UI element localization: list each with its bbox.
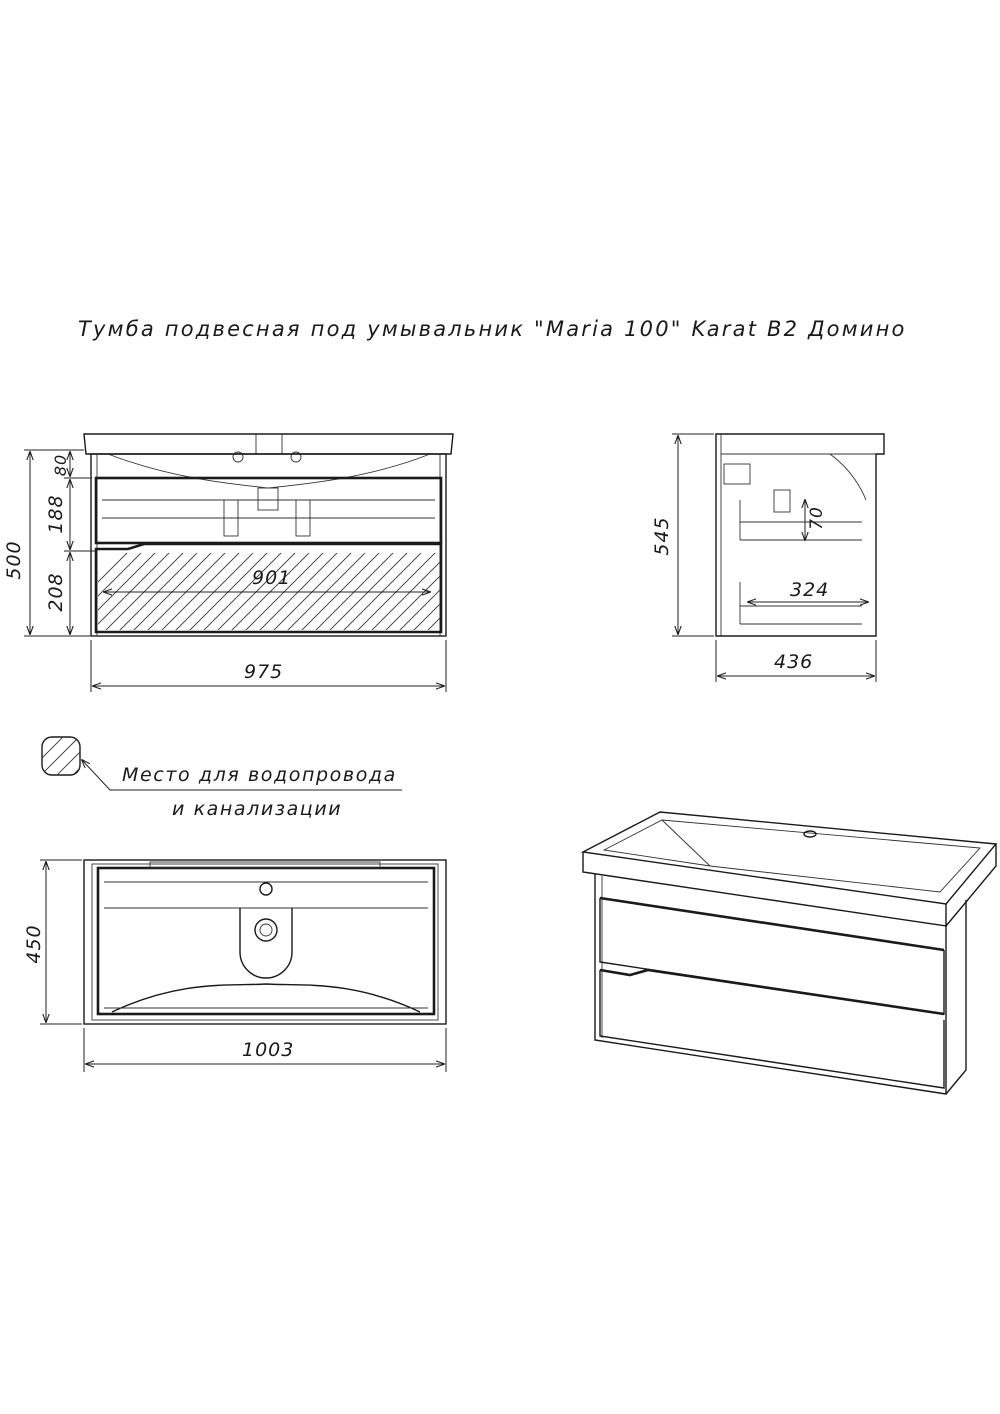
dim-inner-width: 901 xyxy=(252,567,292,589)
dim-side-depth: 436 xyxy=(774,651,814,673)
isometric-view xyxy=(583,812,996,1094)
dim-top-depth: 450 xyxy=(23,924,45,964)
dim-side-inner-height: 70 xyxy=(807,506,827,530)
top-view xyxy=(23,860,446,1072)
front-view xyxy=(3,434,546,692)
drawing-title: Тумба подвесная под умывальник "Maria 100" Karat B2 Домино xyxy=(78,317,907,341)
side-view xyxy=(651,434,884,682)
dim-width: 975 xyxy=(244,661,284,683)
legend-line-2: и канализации xyxy=(172,798,343,820)
legend-line-1: Место для водопровода xyxy=(122,764,397,786)
legend xyxy=(30,730,402,820)
dim-top-width: 1003 xyxy=(242,1039,295,1061)
dim-total-height: 500 xyxy=(3,540,25,580)
dim-drawer1-height: 188 xyxy=(45,494,67,534)
dim-top-height: 80 xyxy=(51,453,70,477)
dim-drawer2-height: 208 xyxy=(45,572,67,612)
dim-side-height: 545 xyxy=(651,516,673,556)
dim-side-inner-depth: 324 xyxy=(790,579,830,601)
plumbing-zone-icon xyxy=(42,737,80,775)
drawer-hatching xyxy=(40,540,546,640)
